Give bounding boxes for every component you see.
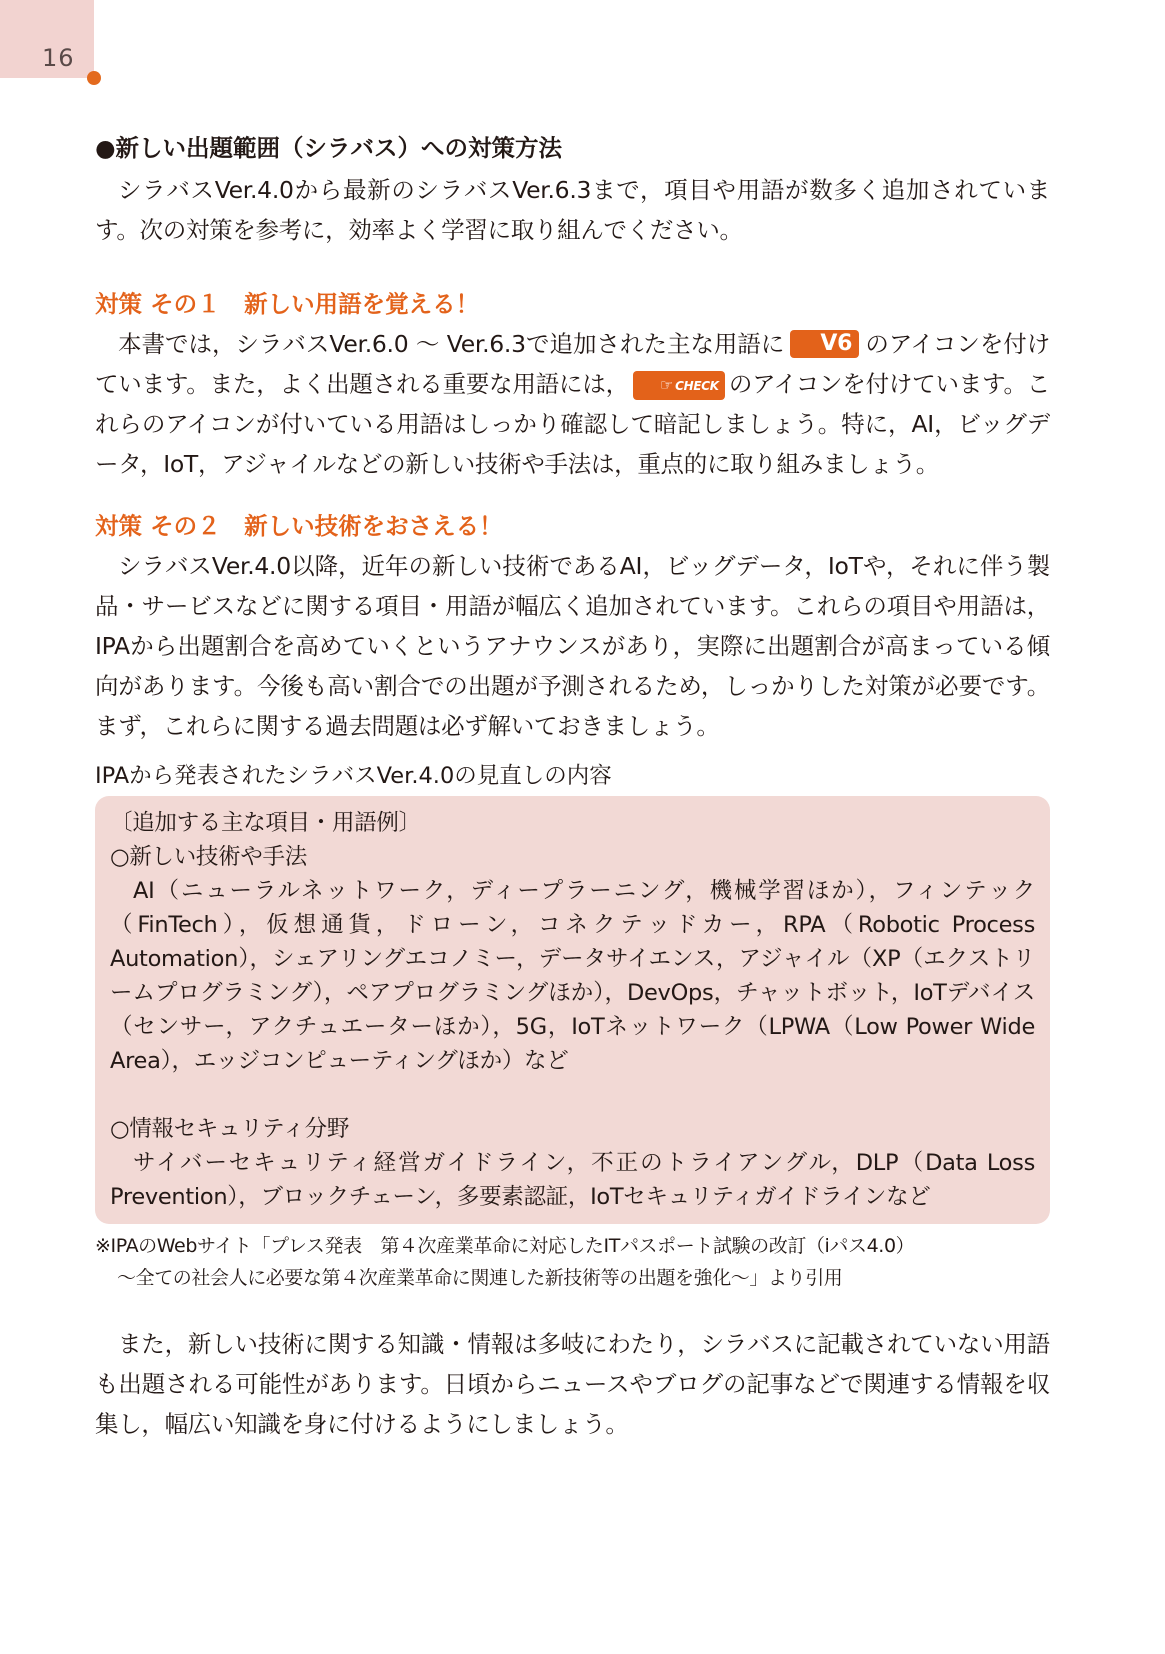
check-badge-icon — [633, 371, 725, 400]
section2-paragraph: シラバスVer.4.0以降，近年の新しい技術であるAI，ビッグデータ，IoTや，それに伴う製品・サービスなどに関する項目・用語が幅広く追加されています。これらの項目や用語は，IPAから出題割合を高めていくというアナウンスがあり，実際に出題割合が高まっている傾向があります。今後も高い割合での出題が予測されるため，しっかりした対策が必要です。まず，これらに関する過去問題は必ず解いておきましょう。 — [95, 552, 1050, 740]
category1-title: ○新しい技術や手法 — [110, 844, 307, 870]
section1-text-b: のアイコンを付けています。また，よく出題される重要な用語には， — [95, 330, 1051, 398]
closing-paragraph: また，新しい技術に関する知識・情報は多岐にわたり，シラバスに記載されていない用語も出題される可能性があります。日頃からニュースやブログの記事などで関連する情報を収集し，幅広い知識を身に付けるようにしましょう。 — [95, 1330, 1050, 1438]
box-label: 〔追加する主な項目・用語例〕 — [110, 810, 421, 836]
check-badge-label: CHECK — [675, 379, 719, 393]
box-caption: IPAから発表されたシラバスVer.4.0の見直しの内容 — [95, 763, 612, 789]
category2-text: サイバーセキュリティ経営ガイドライン，不正のトライアングル，DLP（Data Loss Prevention），ブロックチェーン，多要素認証，IoTセキュリティガイドラインなど — [110, 1150, 1035, 1210]
spacer — [95, 484, 1050, 506]
category1-text: AI（ニューラルネットワーク，ディープラーニング，機械学習ほか），フィンテック（FinTech），仮想通貨，ドローン，コネクテッドカー，RPA（Robotic Process Automation），シェアリングエコノミー，データサイエンス，アジャイル（XP（エクストリームプログラミング），ペアプログラミングほか），DevOps，チャットボット，IoTデバイス（センサー，アクチュエーターほか），5G，IoTネットワーク（LPWA（Low Power Wide Area），エッジコンピューティングほか）など — [110, 878, 1035, 1074]
syllabus-box — [95, 796, 1050, 1224]
pointing-hand-icon: ☞ — [659, 376, 674, 394]
section1-paragraph — [95, 324, 1050, 484]
spacer — [110, 1078, 1035, 1112]
page-content — [95, 126, 1050, 1444]
tab-dot-icon — [87, 71, 101, 85]
source-note-line2: ～全ての社会人に必要な第４次産業革命に関連した新技術等の出題を強化～」より引用 — [117, 1267, 843, 1289]
intro-paragraph: シラバスVer.4.0から最新のシラバスVer.6.3まで，項目や用語が数多く追加されています。次の対策を参考に，効率よく学習に取り組んでください。 — [95, 176, 1050, 244]
main-heading: ●新しい出題範囲（シラバス）への対策方法 — [95, 134, 563, 162]
v6-badge-icon: V6 — [790, 330, 859, 358]
source-note — [95, 1230, 1050, 1294]
section1-text-a: 本書では，シラバスVer.6.0 ～ Ver.6.3で追加された主な用語に — [118, 330, 785, 358]
section1-heading: 対策 その１ 新しい用語を覚える！ — [95, 290, 480, 318]
category2-title: ○情報セキュリティ分野 — [110, 1116, 350, 1142]
section2-heading: 対策 その２ 新しい技術をおさえる！ — [95, 512, 503, 540]
spacer — [95, 746, 1050, 756]
spacer — [95, 250, 1050, 284]
spacer — [95, 1294, 1050, 1324]
section1-text-c: のアイコンを付けています。これらのアイコンが付いている用語はしっかり確認して暗記しましょう。特に，AI，ビッグデータ，IoT，アジャイルなどの新しい技術や手法は，重点的に取り組みましょう。 — [95, 370, 1050, 478]
page-number: 16 — [42, 44, 75, 72]
source-note-line1: ※IPAのWebサイト「プレス発表 第４次産業革命に対応したITパスポート試験の改訂（iパス4.0） — [95, 1235, 915, 1257]
